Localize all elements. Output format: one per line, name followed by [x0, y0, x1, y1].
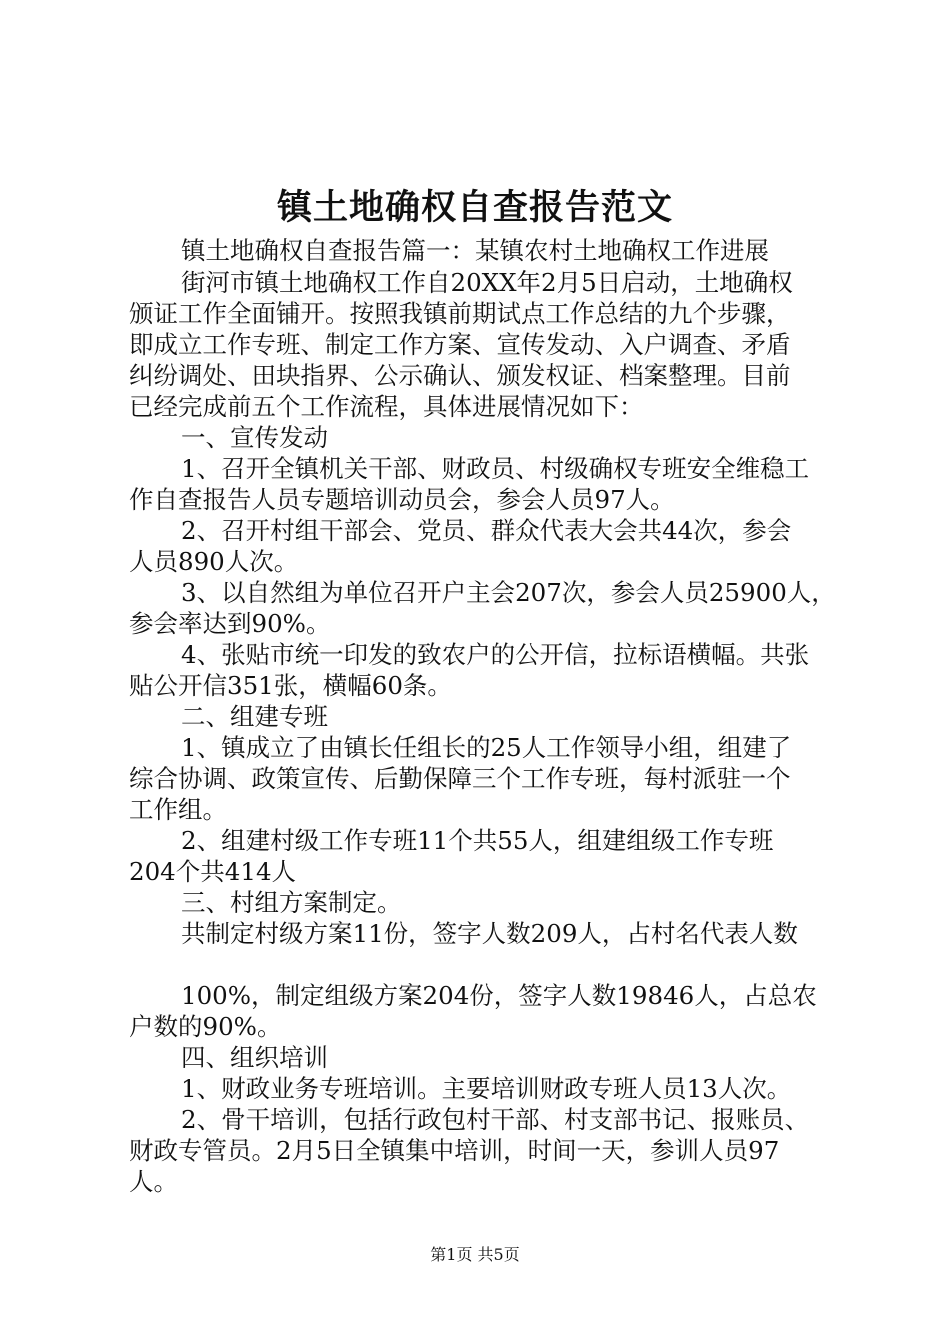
paragraph-line: 2、召开村组干部会、党员、群众代表大会共44次，参会: [181, 516, 792, 545]
paragraph-line: 作自查报告人员专题培训动员会，参会人员97人。: [129, 485, 675, 514]
paragraph-line: 参会率达到90%。: [129, 609, 331, 638]
paragraph-line: 2、骨干培训，包括行政包村干部、村支部书记、报账员、: [181, 1105, 810, 1134]
paragraph-line: 即成立工作专班、制定工作方案、宣传发动、入户调查、矛盾: [129, 330, 791, 359]
paragraph-line: 2、组建村级工作专班11个共55人，组建组级工作专班: [181, 826, 774, 855]
paragraph-line: 贴公开信351张，横幅60条。: [129, 671, 452, 700]
paragraph-line: 1、镇成立了由镇长任组长的25人工作领导小组，组建了: [181, 733, 792, 762]
paragraph-line: 颁证工作全面铺开。按照我镇前期试点工作总结的九个步骤，: [129, 299, 791, 328]
paragraph-line: 共制定村级方案11份，签字人数209人，占村名代表人数: [181, 919, 798, 948]
paragraph-line: 1、财政业务专班培训。主要培训财政专班人员13人次。: [181, 1074, 792, 1103]
paragraph-line: 人。: [129, 1167, 178, 1196]
paragraph-line: 户数的90%。: [129, 1012, 282, 1041]
paragraph-line: 纠纷调处、田块指界、公示确认、颁发权证、档案整理。目前: [129, 361, 791, 390]
paragraph-line: 100%，制定组级方案204份，签字人数19846人，占总农: [181, 981, 817, 1010]
paragraph-line: 镇土地确权自查报告篇一：某镇农村土地确权工作进展: [181, 236, 769, 265]
paragraph-line: 财政专管员。2月5日全镇集中培训，时间一天，参训人员97: [129, 1136, 780, 1165]
paragraph-line: 3、以自然组为单位召开户主会207次，参会人员25900人，: [181, 578, 836, 607]
paragraph-line: 已经完成前五个工作流程，具体进展情况如下：: [129, 392, 644, 421]
paragraph-line: 综合协调、政策宣传、后勤保障三个工作专班，每村派驻一个: [129, 764, 791, 793]
paragraph-line: 204个共414人: [129, 857, 297, 886]
paragraph-line: 4、张贴市统一印发的致农户的公开信，拉标语横幅。共张: [181, 640, 810, 669]
section-heading: 二、组建专班: [181, 702, 328, 731]
document-title: 镇土地确权自查报告范文: [276, 187, 673, 228]
paragraph-line: 1、召开全镇机关干部、财政员、村级确权专班安全维稳工: [181, 454, 810, 483]
paragraph-line: 人员890人次。: [129, 547, 299, 576]
section-heading: 三、村组方案制定。: [181, 888, 402, 917]
section-heading: 四、组织培训: [181, 1043, 328, 1072]
paragraph-line: 街河市镇土地确权工作自20XX年2月5日启动，土地确权: [181, 268, 793, 297]
section-heading: 一、宣传发动: [181, 423, 328, 452]
page-footer: 第1页 共5页: [430, 1245, 520, 1264]
paragraph-line: 工作组。: [129, 795, 227, 824]
